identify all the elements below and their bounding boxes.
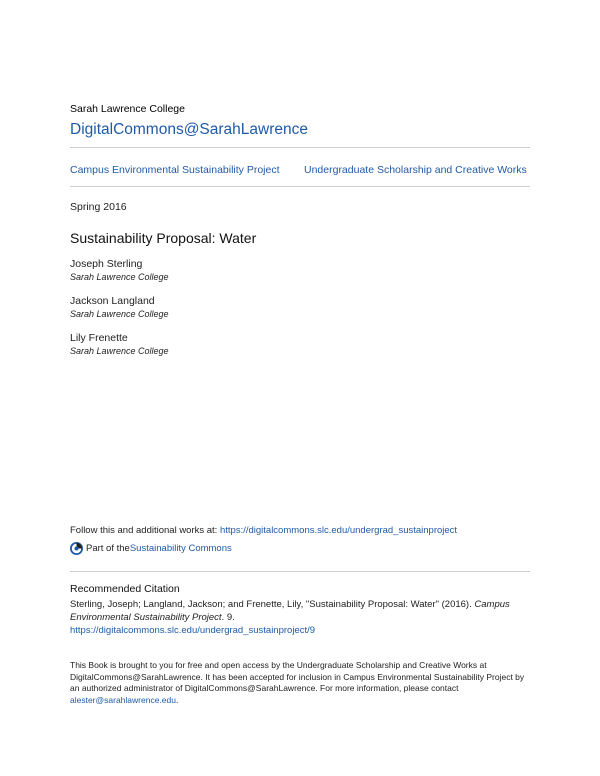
breadcrumb-link-undergraduate-works[interactable]: Undergraduate Scholarship and Creative Works <box>304 164 527 176</box>
author <box>70 332 169 356</box>
repository-link[interactable]: DigitalCommons@SarahLawrence <box>70 121 309 138</box>
contact-email-link[interactable]: alester@sarahlawrence.edu <box>70 694 176 705</box>
author <box>70 295 169 319</box>
author-affiliation: Sarah Lawrence College <box>70 346 169 356</box>
citation-url-link[interactable]: https://digitalcommons.slc.edu/undergrad_sustainproject/9 <box>70 625 316 636</box>
divider <box>70 186 530 187</box>
access-notice <box>70 660 530 706</box>
sustainability-commons-link[interactable]: Sustainability Commons <box>129 543 232 554</box>
part-of-line <box>70 542 232 555</box>
citation-heading: Recommended Citation <box>70 583 180 595</box>
part-of-prefix: Part of the <box>86 543 130 554</box>
author-name: Jackson Langland <box>70 295 155 307</box>
author-name: Joseph Sterling <box>70 258 143 270</box>
citation-suffix: . 9. <box>221 612 235 623</box>
author-affiliation: Sarah Lawrence College <box>70 272 169 282</box>
institution-name: Sarah Lawrence College <box>70 103 185 115</box>
author-affiliation: Sarah Lawrence College <box>70 309 169 319</box>
follow-url-link[interactable]: https://digitalcommons.slc.edu/undergrad_sustainproject <box>219 525 458 536</box>
notice-text: This Book is brought to you for free and open access by the Undergraduate Scholarship and Creative Works at DigitalCommons@SarahLawrence. It has been accepted for inclusion in Campus Environmental Sustainability Project by an authorized administrator of DigitalCommons@SarahLawrence. For more information, please contact <box>70 660 525 693</box>
citation-text <box>70 598 530 637</box>
author <box>70 258 169 282</box>
citation-body: Sterling, Joseph; Langland, Jackson; and Frenette, Lily, "Sustainability Proposal: Water" (2016). <box>70 599 475 610</box>
divider <box>70 571 530 572</box>
breadcrumb <box>70 164 530 176</box>
publication-date: Spring 2016 <box>70 201 127 213</box>
page-title: Sustainability Proposal: Water <box>70 230 257 246</box>
follow-prefix: Follow this and additional works at: <box>70 525 220 536</box>
follow-line <box>70 525 457 536</box>
citation-journal: Campus Environmental Sustainability Project <box>70 599 510 623</box>
author-name: Lily Frenette <box>70 332 128 344</box>
notice-end: . <box>175 694 179 705</box>
bepress-network-icon <box>70 542 83 555</box>
breadcrumb-link-sustainability-project[interactable]: Campus Environmental Sustainability Project <box>70 164 280 176</box>
divider <box>70 147 530 148</box>
